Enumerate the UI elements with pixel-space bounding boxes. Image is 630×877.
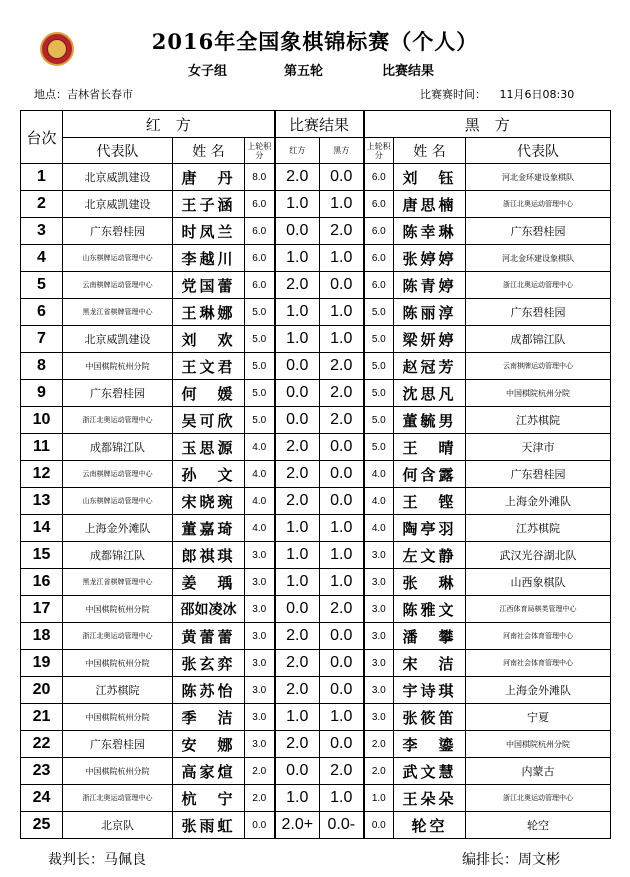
red-score-cell: 1.0	[275, 245, 320, 272]
referee-label: 裁判长：	[48, 852, 104, 868]
black-name-cell: 武文慧	[394, 758, 466, 785]
black-prev-pts-cell: 6.0	[364, 272, 394, 299]
black-prev-pts-cell: 1.0	[364, 785, 394, 812]
black-score-cell: 0.0	[320, 488, 364, 515]
red-prev-pts-cell: 4.0	[245, 461, 275, 488]
black-prev-pts-cell: 6.0	[364, 191, 394, 218]
black-name-cell: 赵冠芳	[394, 353, 466, 380]
red-score-cell: 0.0	[275, 380, 320, 407]
black-score-cell: 0.0	[320, 677, 364, 704]
black-prev-pts-cell: 4.0	[364, 461, 394, 488]
red-team-cell: 成都锦江队	[63, 542, 173, 569]
black-name-cell: 梁妍婷	[394, 326, 466, 353]
time-value: 11月6日08:30	[499, 88, 575, 101]
red-prev-pts-cell: 4.0	[245, 488, 275, 515]
red-score-cell: 0.0	[275, 218, 320, 245]
black-prev-pts-cell: 5.0	[364, 407, 394, 434]
black-score-cell: 0.0	[320, 434, 364, 461]
red-team-cell: 黑龙江省棋牌管理中心	[63, 569, 173, 596]
red-name-cell: 王子涵	[173, 191, 245, 218]
red-team-cell: 云南棋牌运动管理中心	[63, 461, 173, 488]
table-row	[21, 515, 611, 542]
table-row	[21, 191, 611, 218]
rank-cell: 9	[21, 380, 63, 407]
black-prev-pts-cell: 4.0	[364, 515, 394, 542]
black-score-cell: 1.0	[320, 299, 364, 326]
rank-cell: 13	[21, 488, 63, 515]
black-team-cell: 中国棋院杭州分院	[466, 380, 611, 407]
red-team-cell: 中国棋院杭州分院	[63, 758, 173, 785]
black-prev-pts-cell: 3.0	[364, 569, 394, 596]
red-score-cell: 1.0	[275, 515, 320, 542]
red-team-header: 代表队	[63, 138, 173, 164]
rank-cell: 16	[21, 569, 63, 596]
black-team-cell: 广东碧桂园	[466, 461, 611, 488]
black-prev-pts-cell: 5.0	[364, 434, 394, 461]
rank-cell: 11	[21, 434, 63, 461]
black-team-cell: 河南社会体育管理中心	[466, 623, 611, 650]
black-name-cell: 陶亭羽	[394, 515, 466, 542]
black-name-cell: 左文静	[394, 542, 466, 569]
location-label: 地点：	[34, 88, 67, 101]
table-row	[21, 218, 611, 245]
black-prev-pts-cell: 2.0	[364, 731, 394, 758]
red-name-cell: 唐 丹	[173, 164, 245, 191]
red-name-cell: 高家煊	[173, 758, 245, 785]
table-row	[21, 677, 611, 704]
black-score-cell: 2.0	[320, 596, 364, 623]
black-name-cell: 轮空	[394, 812, 466, 839]
black-score-cell: 0.0	[320, 731, 364, 758]
table-row	[21, 758, 611, 785]
group-label: 女子组	[188, 64, 228, 79]
red-team-cell: 云南棋牌运动管理中心	[63, 272, 173, 299]
black-score-cell: 1.0	[320, 515, 364, 542]
red-score-cell: 1.0	[275, 785, 320, 812]
time-line	[420, 86, 574, 102]
rank-cell: 18	[21, 623, 63, 650]
black-prev-pts-cell: 3.0	[364, 677, 394, 704]
table-row	[21, 245, 611, 272]
black-team-cell: 浙江北奥运动管理中心	[466, 272, 611, 299]
result-heading: 比赛结果	[382, 64, 435, 79]
black-score-cell: 2.0	[320, 218, 364, 245]
rank-cell: 7	[21, 326, 63, 353]
arranger-name: 周文彬	[518, 852, 560, 868]
red-prev-pts-cell: 6.0	[245, 191, 275, 218]
red-prev-pts-cell: 5.0	[245, 299, 275, 326]
red-prev-pts-cell: 3.0	[245, 596, 275, 623]
black-team-header: 代表队	[466, 138, 611, 164]
rank-cell: 8	[21, 353, 63, 380]
rank-cell: 10	[21, 407, 63, 434]
black-name-cell: 宇诗琪	[394, 677, 466, 704]
rank-cell: 6	[21, 299, 63, 326]
black-team-cell: 江苏棋院	[466, 407, 611, 434]
red-prev-pts-cell: 5.0	[245, 353, 275, 380]
black-score-cell: 1.0	[320, 704, 364, 731]
red-prev-pts-header: 上轮积分	[245, 138, 275, 164]
red-score-cell: 2.0	[275, 677, 320, 704]
red-name-cell: 邵如凌冰	[173, 596, 245, 623]
red-name-cell: 姜 瑀	[173, 569, 245, 596]
red-score-cell: 2.0	[275, 272, 320, 299]
red-team-cell: 江苏棋院	[63, 677, 173, 704]
black-prev-pts-cell: 6.0	[364, 218, 394, 245]
table-row	[21, 299, 611, 326]
red-prev-pts-cell: 6.0	[245, 218, 275, 245]
red-prev-pts-cell: 3.0	[245, 650, 275, 677]
black-prev-pts-cell: 3.0	[364, 650, 394, 677]
red-prev-pts-cell: 0.0	[245, 812, 275, 839]
time-label: 比赛赛时间：	[420, 88, 486, 101]
red-score-cell: 2.0	[275, 623, 320, 650]
black-name-cell: 陈丽淳	[394, 299, 466, 326]
red-score-cell: 2.0	[275, 461, 320, 488]
black-team-cell: 武汉光谷湖北队	[466, 542, 611, 569]
red-name-cell: 张玄弈	[173, 650, 245, 677]
table-row	[21, 704, 611, 731]
table-row	[21, 650, 611, 677]
red-prev-pts-cell: 6.0	[245, 272, 275, 299]
black-name-cell: 张筱笛	[394, 704, 466, 731]
red-name-cell: 张雨虹	[173, 812, 245, 839]
red-team-cell: 中国棋院杭州分院	[63, 353, 173, 380]
red-name-cell: 安 娜	[173, 731, 245, 758]
red-score-header: 红方	[275, 138, 320, 164]
black-team-cell: 广东碧桂园	[466, 218, 611, 245]
location-value: 吉林省长春市	[67, 88, 133, 101]
red-prev-pts-cell: 6.0	[245, 245, 275, 272]
red-score-cell: 0.0	[275, 353, 320, 380]
black-team-cell: 上海金外滩队	[466, 677, 611, 704]
red-name-cell: 时凤兰	[173, 218, 245, 245]
black-team-cell: 云南棋牌运动管理中心	[466, 353, 611, 380]
red-team-cell: 广东碧桂园	[63, 380, 173, 407]
black-team-cell: 浙江北奥运动管理中心	[466, 785, 611, 812]
round-label: 第五轮	[284, 64, 324, 79]
black-team-cell: 河北金环建设象棋队	[466, 164, 611, 191]
table-row	[21, 569, 611, 596]
black-name-cell: 王 铿	[394, 488, 466, 515]
black-team-cell: 山西象棋队	[466, 569, 611, 596]
black-score-cell: 0.0-	[320, 812, 364, 839]
black-team-cell: 江苏棋院	[466, 515, 611, 542]
black-name-cell: 张婷婷	[394, 245, 466, 272]
red-score-cell: 0.0	[275, 407, 320, 434]
black-team-cell: 广东碧桂园	[466, 299, 611, 326]
black-score-cell: 1.0	[320, 191, 364, 218]
red-team-cell: 中国棋院杭州分院	[63, 704, 173, 731]
black-team-cell: 上海金外滩队	[466, 488, 611, 515]
red-name-cell: 王文君	[173, 353, 245, 380]
black-name-cell: 唐思楠	[394, 191, 466, 218]
black-prev-pts-cell: 3.0	[364, 704, 394, 731]
rank-cell: 2	[21, 191, 63, 218]
table-row	[21, 461, 611, 488]
red-team-cell: 中国棋院杭州分院	[63, 596, 173, 623]
red-score-cell: 1.0	[275, 326, 320, 353]
red-score-cell: 0.0	[275, 758, 320, 785]
black-prev-pts-cell: 3.0	[364, 596, 394, 623]
result-header: 比赛结果	[275, 111, 364, 138]
rank-cell: 21	[21, 704, 63, 731]
black-name-header: 姓 名	[394, 138, 466, 164]
red-name-cell: 李越川	[173, 245, 245, 272]
black-score-cell: 2.0	[320, 380, 364, 407]
black-team-cell: 浙江北奥运动管理中心	[466, 191, 611, 218]
black-name-cell: 宋 洁	[394, 650, 466, 677]
red-team-cell: 北京队	[63, 812, 173, 839]
black-score-cell: 1.0	[320, 326, 364, 353]
red-name-cell: 董嘉琦	[173, 515, 245, 542]
black-team-cell: 宁夏	[466, 704, 611, 731]
rank-cell: 3	[21, 218, 63, 245]
black-score-cell: 0.0	[320, 650, 364, 677]
red-team-cell: 北京威凯建设	[63, 326, 173, 353]
red-score-cell: 2.0	[275, 488, 320, 515]
red-prev-pts-cell: 8.0	[245, 164, 275, 191]
red-team-cell: 广东碧桂园	[63, 218, 173, 245]
table-row	[21, 542, 611, 569]
rank-cell: 5	[21, 272, 63, 299]
black-team-cell: 河北金环建设象棋队	[466, 245, 611, 272]
black-team-cell: 江西体育局棋类管理中心	[466, 596, 611, 623]
red-prev-pts-cell: 5.0	[245, 407, 275, 434]
table-row	[21, 380, 611, 407]
red-prev-pts-cell: 3.0	[245, 731, 275, 758]
black-prev-pts-cell: 5.0	[364, 326, 394, 353]
red-score-cell: 0.0	[275, 596, 320, 623]
red-score-cell: 2.0	[275, 731, 320, 758]
black-name-cell: 刘 钰	[394, 164, 466, 191]
table-row	[21, 731, 611, 758]
black-prev-pts-cell: 5.0	[364, 380, 394, 407]
red-score-cell: 2.0	[275, 650, 320, 677]
rank-cell: 12	[21, 461, 63, 488]
rank-cell: 19	[21, 650, 63, 677]
table-row	[21, 353, 611, 380]
table-row	[21, 488, 611, 515]
black-name-cell: 张 琳	[394, 569, 466, 596]
rank-cell: 25	[21, 812, 63, 839]
results-table	[20, 110, 611, 839]
arranger-label: 编排长：	[462, 852, 518, 868]
rank-cell: 14	[21, 515, 63, 542]
black-score-header: 黑方	[320, 138, 364, 164]
black-prev-pts-cell: 4.0	[364, 488, 394, 515]
red-prev-pts-cell: 2.0	[245, 785, 275, 812]
location-line	[34, 86, 133, 102]
red-name-cell: 党国蕾	[173, 272, 245, 299]
red-team-cell: 上海金外滩队	[63, 515, 173, 542]
red-team-cell: 中国棋院杭州分院	[63, 650, 173, 677]
red-name-cell: 郎祺琪	[173, 542, 245, 569]
black-name-cell: 董毓男	[394, 407, 466, 434]
red-prev-pts-cell: 3.0	[245, 623, 275, 650]
table-row	[21, 812, 611, 839]
black-team-cell: 中国棋院杭州分院	[466, 731, 611, 758]
red-score-cell: 2.0	[275, 164, 320, 191]
red-team-cell: 浙江北奥运动管理中心	[63, 623, 173, 650]
black-team-cell: 河南社会体育管理中心	[466, 650, 611, 677]
rank-cell: 20	[21, 677, 63, 704]
black-prev-pts-cell: 6.0	[364, 164, 394, 191]
page-title: 2016年全国象棋锦标赛（个人）	[151, 29, 479, 54]
red-name-cell: 杭 宁	[173, 785, 245, 812]
table-row	[21, 164, 611, 191]
red-name-cell: 陈苏怡	[173, 677, 245, 704]
red-name-cell: 孙 文	[173, 461, 245, 488]
black-score-cell: 2.0	[320, 353, 364, 380]
black-prev-pts-cell: 5.0	[364, 299, 394, 326]
black-team-cell: 天津市	[466, 434, 611, 461]
red-prev-pts-cell: 3.0	[245, 542, 275, 569]
red-prev-pts-cell: 4.0	[245, 515, 275, 542]
black-name-cell: 王 晴	[394, 434, 466, 461]
referee-line	[48, 849, 146, 869]
red-name-cell: 刘 欢	[173, 326, 245, 353]
red-team-cell: 山东棋牌运动管理中心	[63, 488, 173, 515]
black-name-cell: 王朵朵	[394, 785, 466, 812]
black-prev-pts-cell: 2.0	[364, 758, 394, 785]
red-prev-pts-cell: 3.0	[245, 677, 275, 704]
black-name-cell: 陈幸琳	[394, 218, 466, 245]
black-name-cell: 陈青婷	[394, 272, 466, 299]
red-score-cell: 1.0	[275, 299, 320, 326]
black-team-cell: 轮空	[466, 812, 611, 839]
table-row	[21, 623, 611, 650]
red-name-cell: 王琳娜	[173, 299, 245, 326]
red-name-cell: 黄蕾蕾	[173, 623, 245, 650]
black-prev-pts-cell: 5.0	[364, 353, 394, 380]
red-team-cell: 浙江北奥运动管理中心	[63, 407, 173, 434]
rank-header: 台次	[21, 111, 63, 164]
red-score-cell: 1.0	[275, 542, 320, 569]
table-row	[21, 596, 611, 623]
table-row	[21, 407, 611, 434]
table-row	[21, 434, 611, 461]
black-prev-pts-cell: 3.0	[364, 542, 394, 569]
black-name-cell: 陈雅文	[394, 596, 466, 623]
black-name-cell: 沈思凡	[394, 380, 466, 407]
black-score-cell: 1.0	[320, 785, 364, 812]
results-rows	[21, 164, 611, 839]
red-team-cell: 山东棋牌运动管理中心	[63, 245, 173, 272]
red-prev-pts-cell: 3.0	[245, 569, 275, 596]
black-prev-pts-cell: 6.0	[364, 245, 394, 272]
red-name-cell: 季 洁	[173, 704, 245, 731]
black-score-cell: 2.0	[320, 758, 364, 785]
black-score-cell: 1.0	[320, 245, 364, 272]
black-score-cell: 0.0	[320, 164, 364, 191]
black-prev-pts-cell: 3.0	[364, 623, 394, 650]
rank-cell: 17	[21, 596, 63, 623]
red-name-cell: 宋晓琬	[173, 488, 245, 515]
black-score-cell: 0.0	[320, 461, 364, 488]
rank-cell: 22	[21, 731, 63, 758]
black-score-cell: 2.0	[320, 407, 364, 434]
red-score-cell: 2.0+	[275, 812, 320, 839]
red-team-cell: 北京威凯建设	[63, 191, 173, 218]
red-side-header: 红 方	[63, 111, 275, 138]
red-name-cell: 何 媛	[173, 380, 245, 407]
rank-cell: 1	[21, 164, 63, 191]
rank-cell: 24	[21, 785, 63, 812]
table-row	[21, 272, 611, 299]
black-team-cell: 内蒙古	[466, 758, 611, 785]
black-side-header: 黑 方	[364, 111, 611, 138]
arranger-line	[462, 849, 560, 869]
black-score-cell: 0.0	[320, 623, 364, 650]
red-prev-pts-cell: 4.0	[245, 434, 275, 461]
red-team-cell: 北京威凯建设	[63, 164, 173, 191]
rank-cell: 23	[21, 758, 63, 785]
table-row	[21, 785, 611, 812]
red-name-header: 姓 名	[173, 138, 245, 164]
black-name-cell: 李 鎏	[394, 731, 466, 758]
red-prev-pts-cell: 3.0	[245, 704, 275, 731]
black-prev-pts-cell: 0.0	[364, 812, 394, 839]
table-row	[21, 326, 611, 353]
red-prev-pts-cell: 2.0	[245, 758, 275, 785]
red-score-cell: 1.0	[275, 191, 320, 218]
red-team-cell: 广东碧桂园	[63, 731, 173, 758]
red-prev-pts-cell: 5.0	[245, 380, 275, 407]
rank-cell: 15	[21, 542, 63, 569]
rank-cell: 4	[21, 245, 63, 272]
black-name-cell: 何含露	[394, 461, 466, 488]
red-name-cell: 玉思源	[173, 434, 245, 461]
red-team-cell: 成都锦江队	[63, 434, 173, 461]
referee-name: 马佩良	[104, 852, 146, 868]
red-team-cell: 黑龙江省棋牌管理中心	[63, 299, 173, 326]
black-name-cell: 潘 攀	[394, 623, 466, 650]
red-name-cell: 吴可欣	[173, 407, 245, 434]
red-prev-pts-cell: 5.0	[245, 326, 275, 353]
black-prev-pts-header: 上轮积分	[364, 138, 394, 164]
red-score-cell: 2.0	[275, 434, 320, 461]
red-team-cell: 浙江北奥运动管理中心	[63, 785, 173, 812]
black-team-cell: 成都锦江队	[466, 326, 611, 353]
black-score-cell: 0.0	[320, 272, 364, 299]
black-score-cell: 1.0	[320, 542, 364, 569]
black-score-cell: 1.0	[320, 569, 364, 596]
red-score-cell: 1.0	[275, 704, 320, 731]
red-score-cell: 1.0	[275, 569, 320, 596]
